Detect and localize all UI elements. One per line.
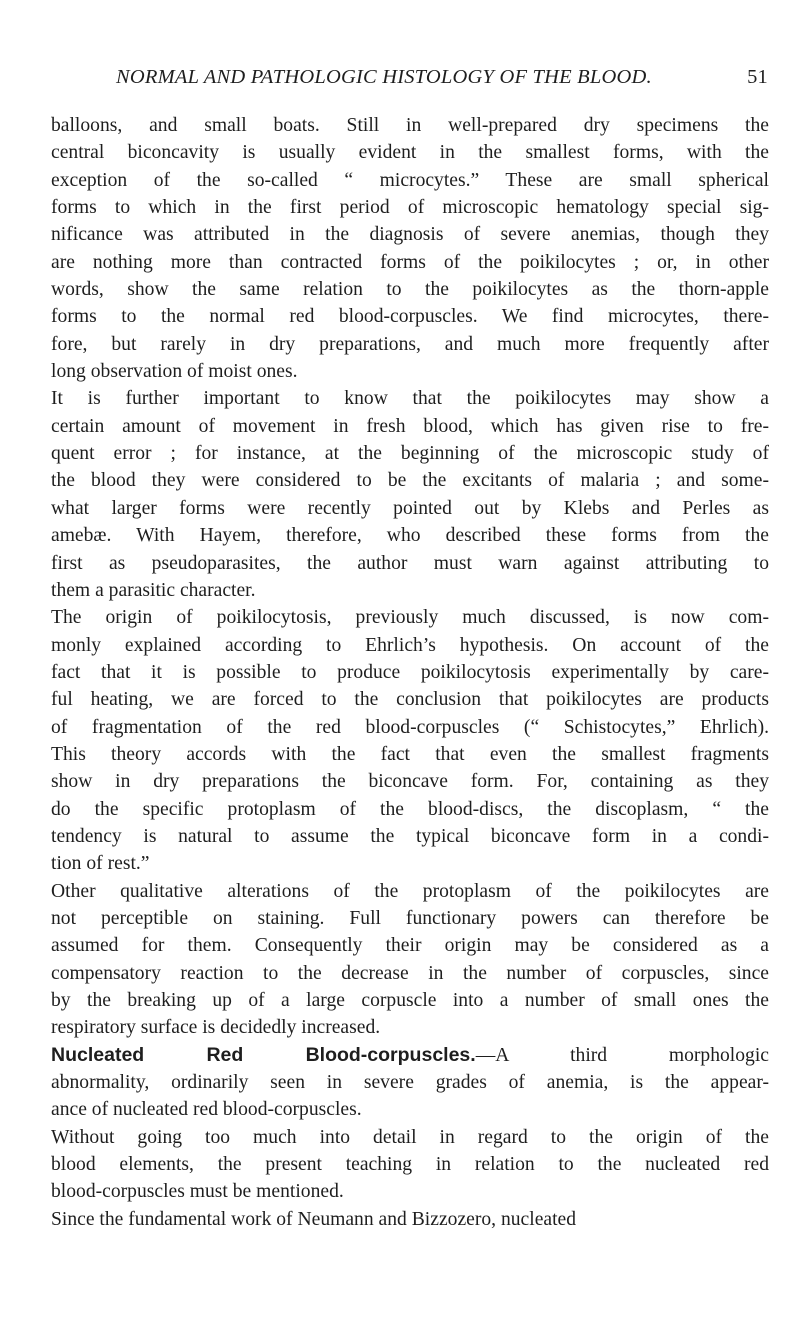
text-line: forms to the normal red blood-corpuscles. We find microcytes, there- (51, 306, 769, 328)
page-number: 51 (747, 66, 768, 88)
text-line: The origin of poikilocytosis, previously much discussed, is now com- (51, 607, 769, 629)
section-heading-continuation: —A third morphologic (475, 1044, 769, 1066)
text-line: It is further important to know that the poikilocytes may show a (51, 388, 769, 410)
text-line: fore, but rarely in dry preparations, and much more frequently after (51, 333, 769, 355)
text-line: what larger forms were recently pointed out by Klebs and Perles as (51, 497, 769, 519)
text-line: show in dry preparations the biconcave form. For, containing as they (51, 771, 769, 793)
text-line: words, show the same relation to the poikilocytes as the thorn-apple (51, 279, 769, 301)
text-line: by the breaking up of a large corpuscle into a number of small ones the (51, 990, 769, 1011)
text-line: balloons, and small boats. Still in well-prepared dry specimens the (51, 115, 769, 136)
text-line: of fragmentation of the red blood-corpuscles (“ Schistocytes,” Ehrlich). (51, 716, 769, 738)
text-line: blood-corpuscles must be mentioned. (51, 1181, 344, 1203)
text-line: nificance was attributed in the diagnosis of severe anemias, though they (51, 224, 769, 246)
text-line: respiratory surface is decidedly increased. (51, 1017, 381, 1039)
text-line: exception of the so-called “ microcytes.” These are small spherical (51, 169, 769, 191)
text-line: amebæ. With Hayem, therefore, who described these forms from the (51, 525, 769, 547)
section-heading: Nucleated Red Blood-corpuscles. (51, 1043, 476, 1066)
text-line: central biconcavity is usually evident in the smallest forms, with the (51, 142, 769, 164)
text-line: first as pseudoparasites, the author must warn against attributing to (51, 552, 769, 574)
text-line: fact that it is possible to produce poikilocytosis experimentally by care- (51, 661, 769, 683)
text-line: quent error ; for instance, at the beginning of the microscopic study of (51, 443, 769, 465)
text-line: ful heating, we are forced to the conclusion that poikilocytes are products (51, 689, 769, 711)
body-text (51, 112, 769, 1233)
text-line: monly explained according to Ehrlich’s hypothesis. On account of the (51, 634, 769, 656)
text-line: not perceptible on staining. Full functionary powers can therefore be (51, 907, 769, 929)
text-line: forms to which in the first period of microscopic hematology special sig- (51, 197, 769, 219)
text-line: certain amount of movement in fresh blood, which has given rise to fre- (51, 415, 769, 437)
text-line: tion of rest.” (51, 853, 150, 875)
text-line: the blood they were considered to be the excitants of malaria ; and some- (51, 470, 769, 492)
text-line: assumed for them. Consequently their origin may be considered as a (51, 935, 769, 957)
text-line: are nothing more than contracted forms of the poikilocytes ; or, in other (51, 251, 769, 273)
text-line: Other qualitative alterations of the protoplasm of the poikilocytes are (51, 880, 769, 902)
running-head (116, 66, 768, 96)
running-head-title: NORMAL AND PATHOLOGIC HISTOLOGY OF THE BLOOD. (116, 66, 652, 88)
text-line: tendency is natural to assume the typical biconcave form in a condi- (51, 825, 769, 847)
section-heading-line (51, 1042, 769, 1069)
text-line: blood elements, the present teaching in relation to the nucleated red (51, 1154, 769, 1176)
text-line: them a parasitic character. (51, 579, 256, 601)
text-line: do the specific protoplasm of the blood-discs, the discoplasm, “ the (51, 798, 769, 820)
text-line: long observation of moist ones. (51, 361, 298, 383)
text-line: Since the fundamental work of Neumann and Bizzozero, nucleated (51, 1208, 577, 1230)
text-line: This theory accords with the fact that even the smallest fragments (51, 743, 769, 765)
text-line: abnormality, ordinarily seen in severe grades of anemia, is the appear- (51, 1072, 769, 1094)
text-line: Without going too much into detail in regard to the origin of the (51, 1126, 769, 1148)
text-line: compensatory reaction to the decrease in the number of corpuscles, since (51, 962, 769, 984)
text-line: ance of nucleated red blood-corpuscles. (51, 1099, 362, 1121)
